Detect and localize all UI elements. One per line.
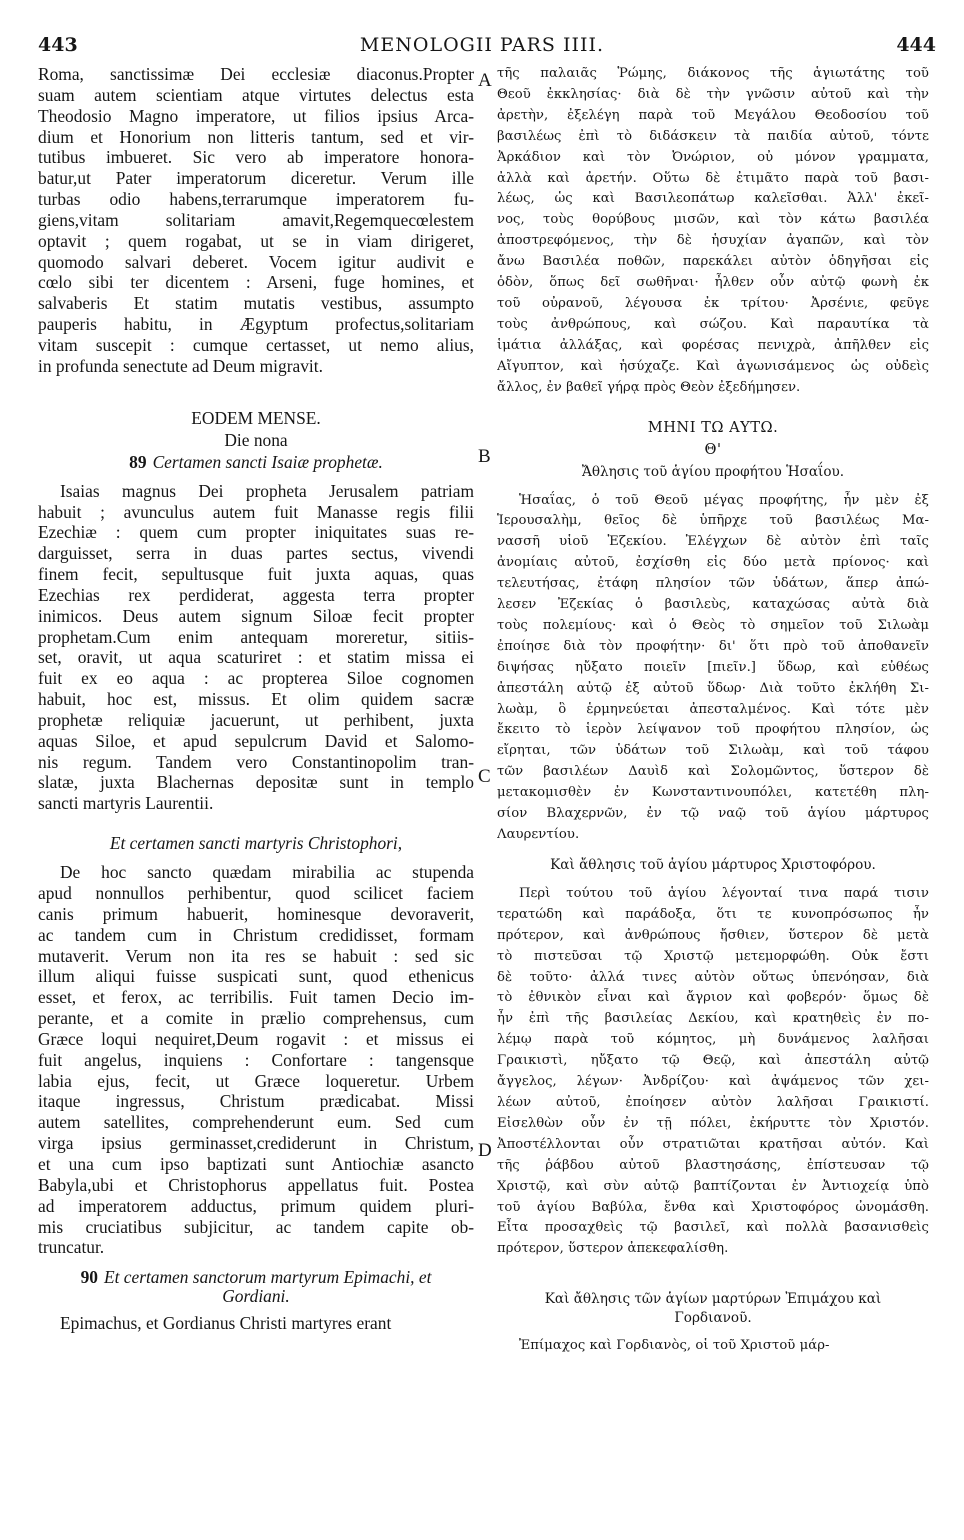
text-line: βασιλέως ἐπὶ τὸ διδάσκειν τὰ παιδία αὐτοῦ, τόντε [497, 128, 929, 144]
text-line: τὸ πιστεῦσαι τῷ Χριστῷ μετεμορφώθη. Οὐκ ἔστι [497, 948, 929, 964]
text-line: batur,ut Pater imperatorum diceretur. Verum ille [38, 168, 474, 189]
text-line: ἀρετὴν, ἐξελέγη παρὰ τοῦ Μεγάλου Θεοδοσίου τοῦ [497, 107, 929, 123]
text-line: ἱμάτια ἀλλάξας, καὶ φορέσας πενιχρὰ, ἀπῆλθεν εἰς [497, 337, 929, 353]
text-line: τῶν βασιλέων Δαυὶδ καὶ Σολομῶντος, ὕστερον δὲ [497, 764, 929, 780]
text-line: σίον Βλαχερνῶν, ἐν τῷ ναῷ τοῦ ἁγίου μάρτυρος [497, 806, 929, 822]
text-line: Græce loqui nequiret,Deum rogavit : et missus ei [38, 1028, 474, 1049]
text-line: Λαυρεντίου. [497, 827, 580, 842]
text-line: ἀπεστάλη αὐτῷ ἐξ αὐτοῦ ὕδωρ· Διὰ τοῦτο ἐκλήθη Σι- [497, 680, 929, 696]
text-line: Ezechias rex perdiderat, aggesta terra propter [38, 584, 474, 605]
greek-epimachus-first-line: Ἐπίμαχος καὶ Γορδιανὸς, οἱ τοῦ Χριστοῦ μάρ- [519, 1338, 830, 1354]
text-line: τοῦ ἁγίου Βαβύλα, ἔνθα καὶ Χριστοφόρος ὠνομάσθη. [497, 1199, 929, 1215]
page-number-right: 444 [896, 34, 936, 56]
text-line: Ἡσαΐας, ὁ τοῦ Θεοῦ μέγας προφήτης, ἦν μὲν ἐξ [519, 492, 929, 508]
text-line: ἀνομίαις αὐτοῦ, ἐσχίσθη εἰς δύο μετὰ πρίονος· καὶ [497, 555, 929, 571]
text-line: pauperis habitu, in Ægyptum profectus,solitariam [38, 314, 474, 335]
latin-section-90-heading [38, 1266, 474, 1288]
text-line: Ἀρκάδιον καὶ τὸν Ὀνώριον, οὐ μόνον γραμματα, [497, 149, 929, 165]
text-line: λέως, ὡς καὶ Βασιλεοπάτωρ καλεῖσθαι. Ἀλλ' ἐκεῖ- [497, 191, 929, 207]
text-line: ὁδὸν, ὅπως δεῖ σωθῆναι· ἦλθεν οὖν αὐτῷ φωνὴ ἐκ [497, 275, 929, 291]
text-line: prophetam.Cum enim antequam moreretur, sitiis- [38, 626, 474, 647]
text-line: vitam suscepit : cumque certasset, ut nemo alius, [38, 334, 474, 355]
text-line: Περὶ τούτου τοῦ ἁγίου λέγονταί τινα παρά τισιν [519, 885, 929, 901]
text-line: autem satellites, comprehenderunt eum. Sed cum [38, 1112, 474, 1133]
text-line: λεσεν Ἐζεκίας ὁ βασιλεὺς, καταχώσας αὐτὰ διὰ [497, 597, 929, 613]
text-line: Εἰσελθὼν οὖν ἐν τῇ πόλει, ἐκήρυττε τὸν Χριστόν. [497, 1115, 929, 1131]
latin-christophorus-paragraph [38, 862, 474, 1258]
text-line: truncatur. [38, 1237, 105, 1258]
text-line: Ἀποστέλλονται οὖν στρατιῶται κρατῆσαι αὐτόν. Καὶ [497, 1136, 929, 1152]
latin-column [38, 64, 474, 1334]
text-line: mutaverit. Verum non ita res se habuit : sed sic [38, 945, 474, 966]
text-line: Θεοῦ ἐκκλησίας· διὰ δὲ τὴν γνῶσιν αὐτοῦ καὶ τὴν [497, 86, 929, 102]
text-line: νος, τοὺς θορύβους μισῶν, καὶ τὸν κάτω βασιλέα [497, 212, 929, 228]
text-line: mis cruciatibus subjicitur, ac tandem capite ob- [38, 1216, 474, 1237]
text-line: ἔκειτο τὸ ἱερὸν λείψανον τοῦ προφήτου πλησίον, ὡς [497, 722, 929, 738]
text-line: darguisset, serra in duas partes sectus, vivendi [38, 543, 474, 564]
page-number-left: 443 [38, 34, 78, 56]
greek-section-89-title: Ἄθλησις τοῦ ἁγίου προφήτου Ἡσαΐου. [581, 463, 845, 480]
latin-day-heading: Die nona [224, 429, 288, 450]
text-line: πρότερον, καὶ ἀνθρώπους ἤσθιεν, ὕστερον δὲ μετὰ [497, 927, 929, 943]
greek-christophorus-paragraph [497, 884, 929, 1260]
greek-intro-paragraph [497, 64, 929, 399]
text-line: esset, et ferox, ac terribilis. Fuit tamen Decio im- [38, 987, 474, 1008]
text-line: Theodosio Magno imperatore, ut filios ipsius Arca- [38, 105, 474, 126]
text-line: canis primum habuerit, hominesque devoraverit, [38, 903, 474, 924]
text-line: prophetæ reliquiæ jacuerunt, ut perhibent, juxta [38, 709, 474, 730]
text-line: salvaberis Et statim mutatis vestibus, assumpto [38, 293, 474, 314]
text-line: τῆς παλαιᾶς Ῥώμης, διάκονος τῆς ἁγιωτάτης τοῦ [497, 66, 929, 81]
text-line: virga ipsius germinasset,crediderunt in Christum, [38, 1133, 474, 1154]
text-line: λέων αὐτοῦ, ἐποίησεν αὐτὸν λαλῆσαι Γραικιστί. [497, 1094, 929, 1110]
running-title: MENOLOGII PARS IIII. [359, 34, 605, 56]
text-line: fuit ex eo aqua : ac propterea Siloe cognomen [38, 668, 474, 689]
text-line: Babyla,ubi et Christophorus appellatus fuit. Postea [38, 1174, 474, 1195]
text-line: Ἱερουσαλὴμ, θεῖος δὲ ὑπῆρχε τοῦ βασιλέως Μα- [497, 513, 929, 529]
greek-column [497, 64, 929, 1357]
text-line: ἀποστρεφόμενος, τὴν δὲ ἡσυχίαν ἀγαπῶν, καὶ τὸν [497, 233, 929, 249]
text-line: inimicos. Deus autem signum Siloæ fecit propter [38, 605, 474, 626]
text-line: et una cum ipso baptizati sunt Antiochiæ asancto [38, 1153, 474, 1174]
text-line: cœlo sibi ter dicentem : Arseni, fuge homines, et [38, 272, 474, 293]
text-line: De hoc sancto quædam mirabilia ac stupenda [60, 862, 474, 883]
text-line: finem fecit, sepultusque fuit juxta aquas, quas [38, 564, 474, 585]
text-line: μετακομισθὲν ἐν Κωνσταντινουπόλει, κατετέθη πλη- [497, 785, 929, 801]
margin-letter-a: A [478, 70, 492, 91]
margin-letter-d: D [478, 1140, 492, 1161]
greek-isaias-paragraph [497, 491, 929, 846]
latin-epimachus-paragraph [38, 1313, 474, 1334]
text-line: ἐποίησε διὰ τὸν προφήτην· δι' ὅτι πρὸ τοῦ ἀποθανεῖν [497, 638, 929, 654]
text-line: tutibus imbueret. Sic vero ab imperatore honora- [38, 147, 474, 168]
text-line: dium et Honorium non litteris tantum, sed et vir- [38, 126, 474, 147]
latin-month-heading: EODEM MENSE. [191, 407, 321, 428]
text-line: quomodo salvari deberet. Vocem igitur audivit e [38, 251, 474, 272]
text-line: τῆς ῥάβδου αὐτοῦ βλαστησάσης, ἐπίστευσαν τῷ [497, 1157, 929, 1173]
greek-day-heading: Θ' [704, 440, 722, 458]
text-line: Αἴγυπτον, καὶ ἡσύχαζε. Καὶ ἀγωνισάμενος ὡς οὐδεὶς [497, 358, 929, 374]
text-line: nis regum. Tandem vero Constantinopolim tran- [38, 751, 474, 772]
greek-month-heading: ΜΗΝΙ ΤΩ ΑΥΤΩ. [647, 418, 779, 436]
text-line: giens,vitam solitariam amavit,Regemquecœlestem [38, 209, 474, 230]
text-line: itaque ingressus, Christum prædicabat. Missi [38, 1091, 474, 1112]
greek-section-90-title-line1: Καὶ ἄθλησις τῶν ἁγίων μαρτύρων Ἐπιμάχου καὶ [544, 1291, 882, 1308]
greek-christophorus-heading: Καὶ ἄθλησις τοῦ ἁγίου μάρτυρος Χριστοφόρου. [550, 856, 876, 873]
text-line: Γραικιστὶ, ηὔξατο τῷ Θεῷ, καὶ ἀπεστάλη αὐτῷ [497, 1053, 929, 1069]
text-line: ac tandem cum in Christum credidisset, formam [38, 924, 474, 945]
text-line: ἄγγελος, λέγων· Ἀνδρίζου· καὶ ἀψάμενος τῶν χει- [497, 1074, 929, 1090]
latin-christophorus-heading: Et certamen sancti martyris Christophori, [109, 833, 403, 854]
text-line: πρότερον, ὕστερον ἀπεκεφαλίσθη. [497, 1241, 729, 1257]
text-line: set, oravit, ut aqua scaturiret : et statim missa ei [38, 647, 474, 668]
text-line: διψήσας ηὔξατο ποιεῖν [πιεῖν.] ὕδωρ, καὶ εὐθέως [497, 659, 929, 675]
text-line: aquas Siloe, et apud sepulcrum David et Salomo- [38, 730, 474, 751]
text-line: Isaias magnus Dei propheta Jerusalem patriam [60, 480, 474, 501]
text-line: νασσῆ υἱοῦ Ἐζεκίου. Ἐλέγχων δὲ αὐτὸν ἐπὶ ταῖς [497, 534, 929, 550]
text-line: apud nonnullos perhibentur, quod scilicet faciem [38, 883, 474, 903]
text-line: optavit ; quem rogabat, ut se in viam dirigeret, [38, 230, 474, 251]
text-line: sancti martyris Laurentii. [38, 793, 214, 814]
greek-epimachus-paragraph [497, 1336, 929, 1357]
latin-section-90-title-line1: Et certamen sanctorum martyrum Epimachi, et [103, 1267, 432, 1288]
text-line: ἦν ἐπὶ τῆς βασιλείας Δεκίου, καὶ κρατηθεὶς ἐν πο- [497, 1011, 929, 1027]
text-line: illum aliqui fuisse suspicati sunt, quod ethenicus [38, 966, 474, 987]
latin-section-89-number: 89 [129, 451, 147, 472]
text-line: Χριστῷ, καὶ σὺν αὐτῷ βαπτίζονται ἐν Ἀντιοχείᾳ ὑπὸ [497, 1178, 929, 1194]
text-line: λέμῳ παρὰ τοῦ κόμητος, μὴ δυνάμενος λαλῆσαι [497, 1032, 929, 1048]
text-line: ad imperatorem adductus, primum quidem pluri- [38, 1195, 474, 1216]
text-line: τερατώδη καὶ παράδοξα, ὅτι τε κυνοπρόσωπος ἦν [497, 906, 929, 922]
text-line: habuit, hoc est, missus. Et olim quidem sacræ [38, 689, 474, 710]
text-line: τοὺς πολεμίους· καὶ ὁ Θεὸς τὸ σημεῖον τοῦ Σιλωὰμ [497, 617, 929, 633]
text-line: slatæ, juxta Blachernas depositæ sunt in templo [38, 772, 474, 793]
text-line: λωὰμ, ὃ ἑρμηνεύεται ἀπεσταλμένος. Καὶ τότε μὲν [497, 701, 929, 717]
latin-section-90-number: 90 [80, 1267, 98, 1288]
text-line: in profunda senectute ad Deum migravit. [38, 355, 323, 376]
text-line: δὲ τοῦτο· ἀλλά τινες αὐτὸν οὕτως ὑπενόησαν, διὰ [497, 969, 929, 985]
text-line: labia ejus, fecit, ut Græce loqueretur. Urbem [38, 1070, 474, 1091]
greek-section-90-title-line2: Γορδιανοῦ. [674, 1310, 752, 1327]
margin-letter-c: C [478, 766, 491, 787]
latin-section-89-heading [38, 451, 474, 473]
text-line: ἄνω Βασιλέα ποθῶν, παρεκάλει αὐτὸν ὁδηγῆσαι εἰς [497, 254, 929, 270]
text-line: habuit ; avunculus autem fuit Manasse regis filii [38, 501, 474, 522]
text-line: ἄλλος, ἐν βαθεῖ γήρᾳ πρὸς Θεὸν ἐξεδήμησεν. [497, 379, 801, 395]
text-line: perante, et a comite in prælio comprehensus, cum [38, 1008, 474, 1029]
latin-epimachus-first-line: Epimachus, et Gordianus Christi martyres erant [60, 1313, 392, 1334]
latin-isaias-paragraph [38, 481, 474, 815]
margin-letter-b: B [478, 446, 491, 467]
text-line: suam autem scientiam atque virtutes delectus esta [38, 84, 474, 105]
text-line: τοῦ οὐρανοῦ, λέγουσα ἐκ τρίτου· Ἀρσένιε, φεῦγε [497, 295, 929, 311]
text-line: Εἶτα προσαχθεὶς τῷ βασιλεῖ, καὶ πολλὰ βασανισθεὶς [497, 1220, 929, 1236]
text-line: τὸ ἐθνικὸν εἶναι καὶ ἄγριον καὶ φοβερόν· ὅμως δὲ [497, 990, 929, 1006]
text-line: Ezechiæ : quem cum propter iniquitates suas re- [38, 522, 474, 543]
latin-section-90-title-line2: Gordiani. [222, 1286, 290, 1307]
text-line: fuit angelus, inquiens : Confortare : tangensque [38, 1049, 474, 1070]
latin-section-89-title: Certamen sancti Isaiæ prophetæ. [152, 451, 383, 472]
text-line: εἴρηται, τῶν ὑδάτων τοῦ Σιλωὰμ, καὶ τοῦ τάφου [497, 743, 929, 759]
text-line: ἀλλὰ καὶ ἀρετήν. Οὕτω δὲ ἐτιμᾶτο παρὰ τοῦ βασι- [497, 170, 929, 186]
text-line: τελευτήσας, ἐτάφη πλησίον τῶν ὑδάτων, ἅπερ ἀπώ- [497, 576, 929, 592]
text-line: Roma, sanctissimæ Dei ecclesiæ diaconus.Propter [38, 64, 474, 84]
text-line: turbas odio habens,terrarumque imperatorem fu- [38, 189, 474, 210]
text-line: τοὺς ἀνθρώπους, καὶ σώζου. Καὶ παραυτίκα τὰ [497, 316, 929, 332]
latin-intro-paragraph [38, 64, 474, 377]
